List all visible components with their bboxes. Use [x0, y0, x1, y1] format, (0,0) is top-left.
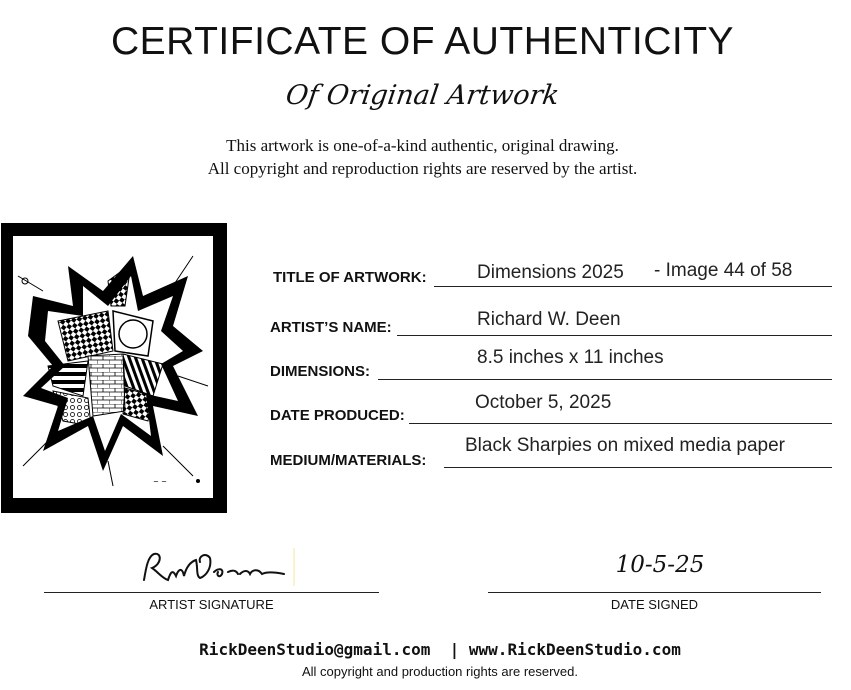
field-value-artist: Richard W. Deen	[477, 309, 621, 330]
field-label-dimensions: DIMENSIONS:	[270, 363, 371, 380]
date-signed-line	[488, 592, 821, 593]
field-line-medium	[444, 467, 832, 468]
artwork-paper	[13, 236, 213, 498]
field-line-artist	[397, 335, 832, 336]
artwork-drawing	[13, 236, 213, 498]
field-label-medium: MEDIUM/MATERIALS:	[270, 452, 427, 469]
statement-line-1: This artwork is one-of-a-kind authentic, original drawing.	[226, 136, 619, 155]
field-label-title: TITLE OF ARTWORK:	[273, 269, 427, 286]
field-value-title-suffix: - Image 44 of 58	[654, 260, 793, 281]
certificate-title: CERTIFICATE OF AUTHENTICITY	[110, 20, 735, 63]
artwork-thumbnail	[1, 223, 227, 513]
footer-note: All copyright and production rights are reserved.	[301, 664, 579, 679]
field-line-date	[409, 423, 832, 424]
contact-line	[0, 640, 851, 659]
field-line-title	[434, 286, 832, 287]
contact-website: www.RickDeenStudio.com	[468, 640, 681, 659]
contact-separator: |	[449, 640, 460, 659]
field-value-dimensions: 8.5 inches x 11 inches	[477, 347, 664, 368]
artist-signature	[140, 548, 300, 588]
svg-text:~ ~: ~ ~	[153, 478, 167, 486]
field-label-artist: ARTIST’S NAME:	[270, 319, 392, 336]
field-value-medium: Black Sharpies on mixed media paper	[465, 435, 786, 456]
field-value-title: Dimensions 2025	[477, 262, 624, 283]
field-line-dimensions	[378, 379, 832, 380]
artist-signature-caption: ARTIST SIGNATURE	[149, 597, 274, 612]
date-signed-caption: DATE SIGNED	[610, 597, 699, 612]
field-value-date: October 5, 2025	[475, 392, 612, 413]
certificate-subtitle: Of Original Artwork	[283, 80, 562, 111]
date-signed-handwritten: 10-5-25	[615, 552, 705, 578]
contact-email: RickDeenStudio@gmail.com	[199, 640, 431, 659]
artist-signature-drawing	[140, 548, 300, 588]
artist-signature-line	[44, 592, 379, 593]
field-label-date: DATE PRODUCED:	[270, 407, 405, 424]
statement-line-2: All copyright and reproduction rights are reserved by the artist.	[207, 159, 638, 178]
